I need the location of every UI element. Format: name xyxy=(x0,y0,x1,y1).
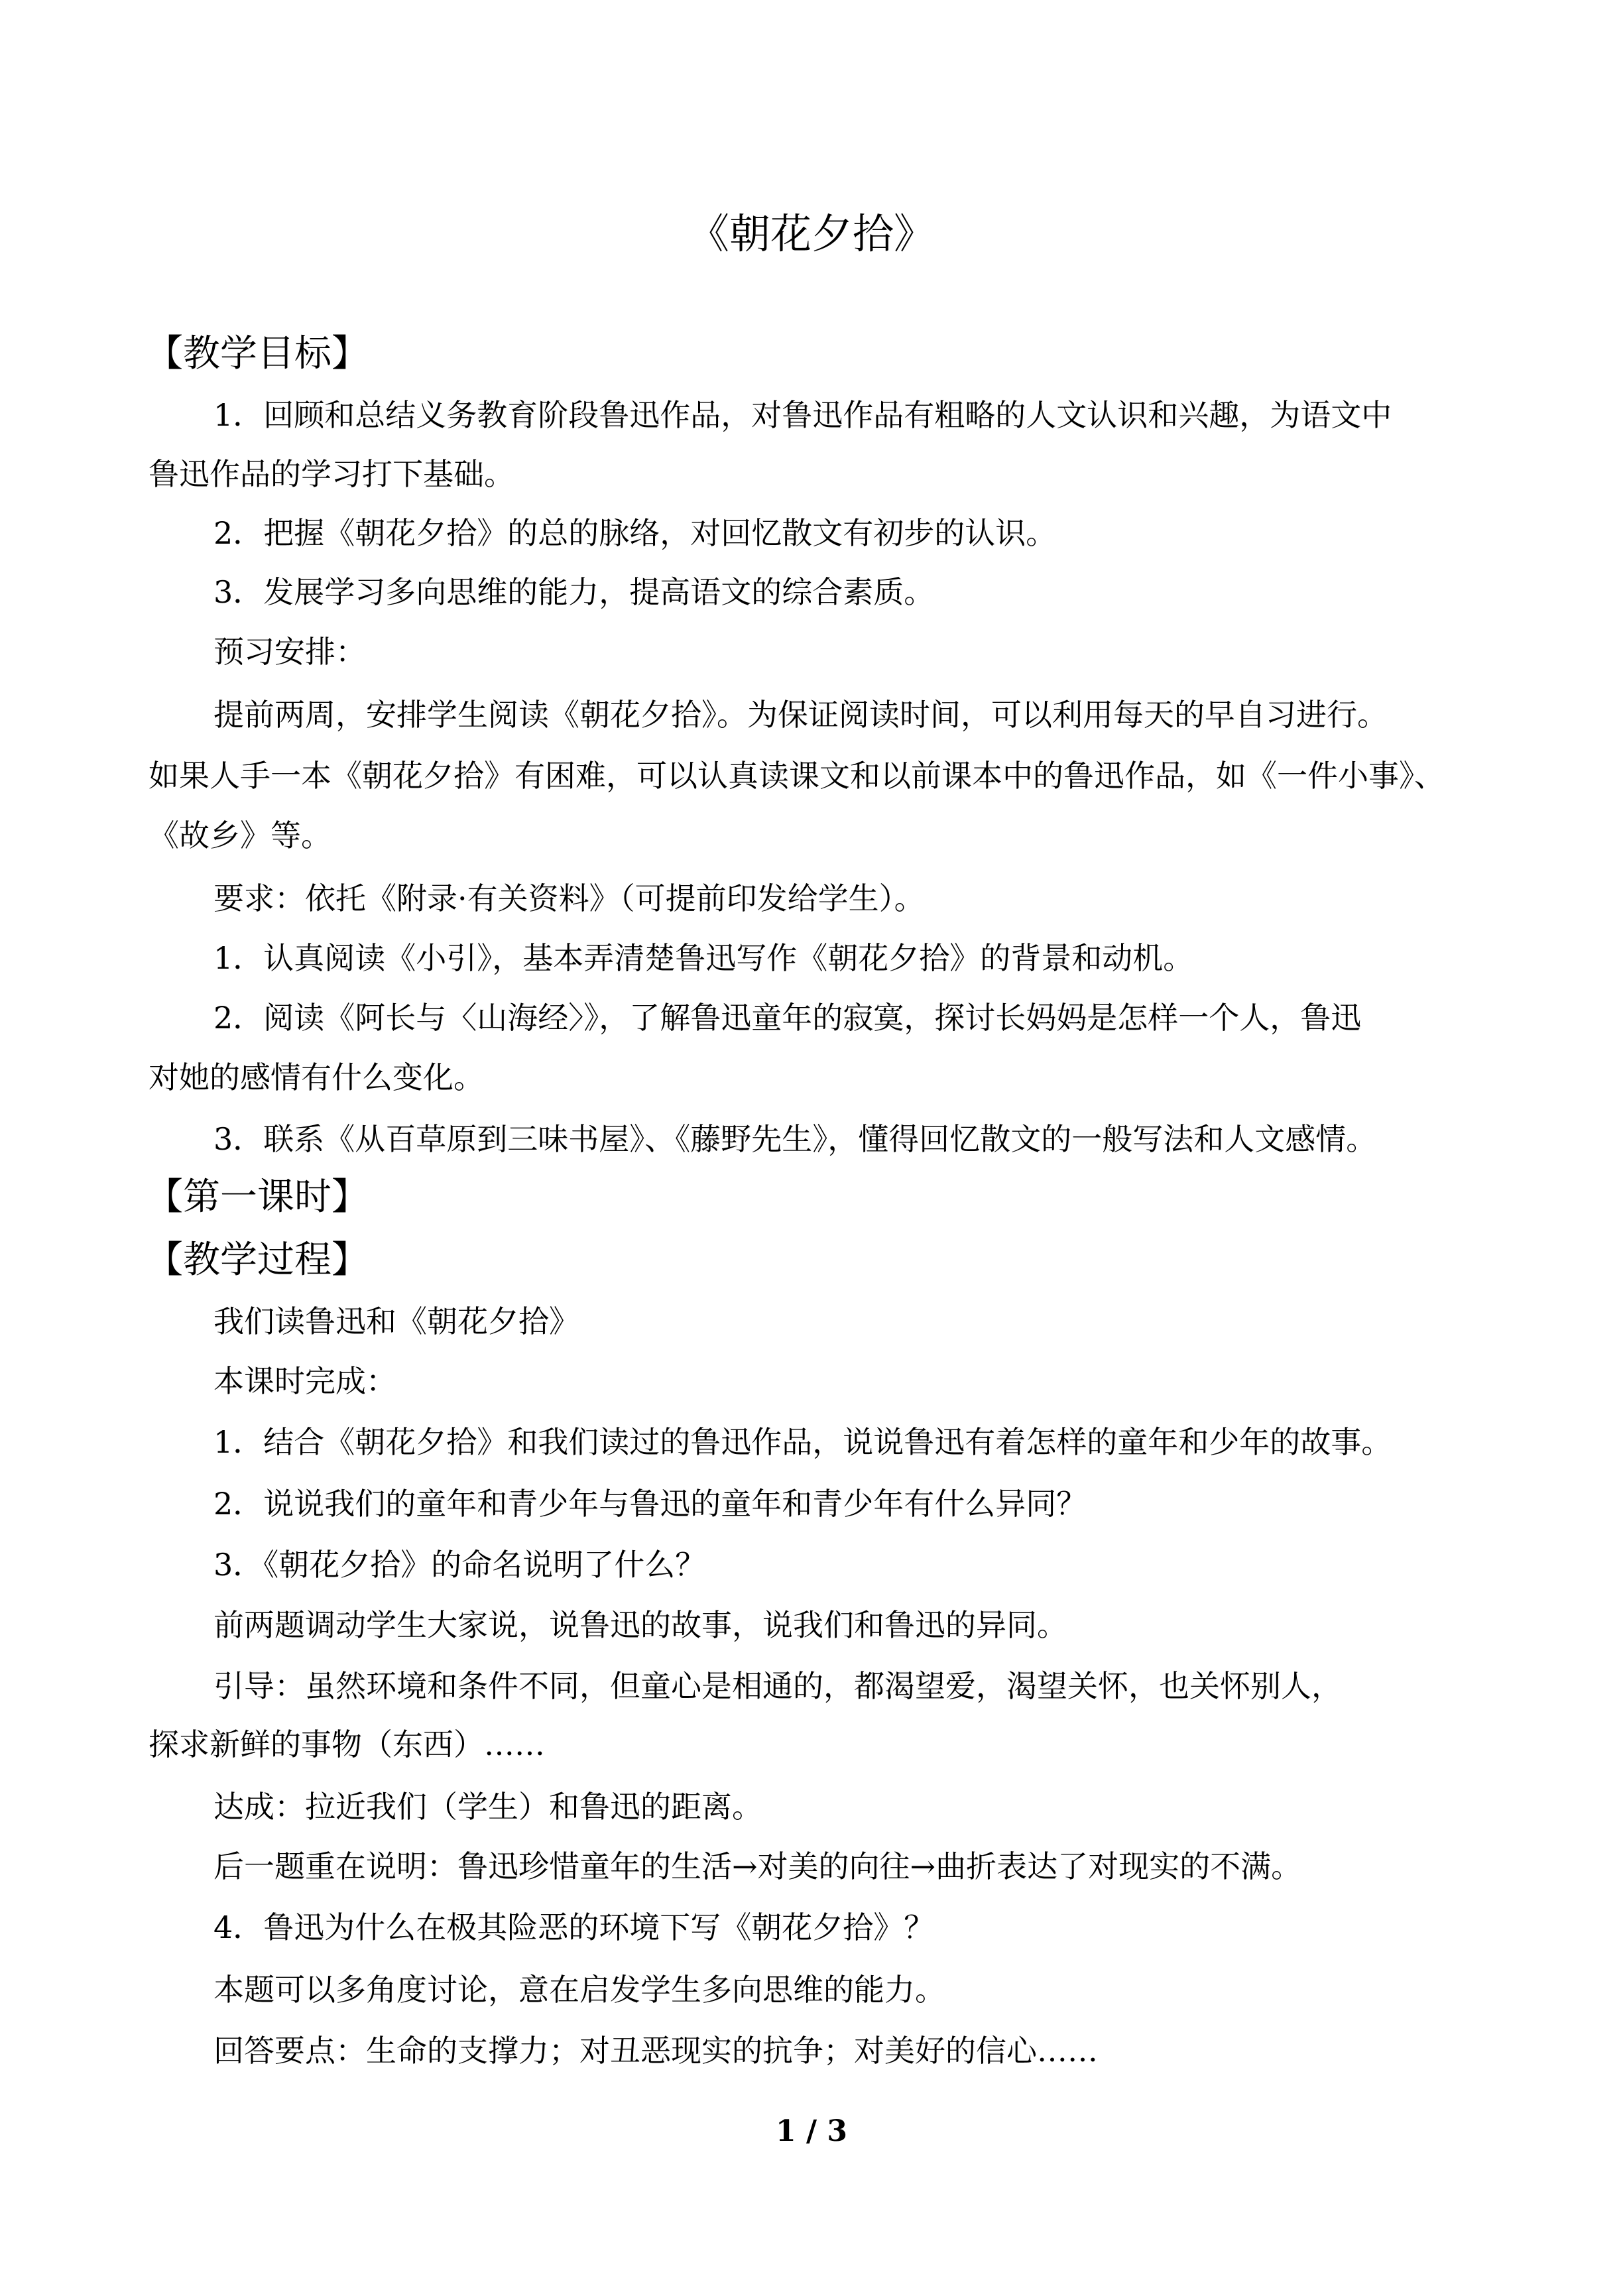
paragraph-line: 如果人手一本《朝花夕拾》有困难，可以认真读课文和以前课本中的鲁迅作品，如《一件小事》、 xyxy=(149,758,1445,794)
paragraph-line: 前两题调动学生大家说，说鲁迅的故事，说我们和鲁迅的异同。 xyxy=(213,1607,1067,1643)
paragraph-line: 1．回顾和总结义务教育阶段鲁迅作品，对鲁迅作品有粗略的人文认识和兴趣，为语文中 xyxy=(213,397,1392,433)
paragraph-line: 我们读鲁迅和《朝花夕拾》 xyxy=(213,1303,579,1339)
paragraph-line: 3．联系《从百草原到三味书屋》、《藤野先生》，懂得回忆散文的一般写法和人文感情。 xyxy=(213,1121,1377,1157)
paragraph-line: 4．鲁迅为什么在极其险恶的环境下写《朝花夕拾》？ xyxy=(213,1909,935,1945)
paragraph-line: 《故乡》等。 xyxy=(149,817,331,853)
paragraph-line: 2．阅读《阿长与〈山海经〉》，了解鲁迅童年的寂寞，探讨长妈妈是怎样一个人，鲁迅 xyxy=(213,1000,1362,1036)
section-heading-objectives: 【教学目标】 xyxy=(146,332,369,375)
page-number: 1 / 3 xyxy=(776,2114,847,2148)
section-heading-process: 【教学过程】 xyxy=(146,1239,369,1282)
paragraph-line: 1．认真阅读《小引》，基本弄清楚鲁迅写作《朝花夕拾》的背景和动机。 xyxy=(213,940,1194,976)
paragraph-line: 回答要点：生命的支撑力；对丑恶现实的抗争；对美好的信心…… xyxy=(213,2033,1098,2069)
paragraph-line: 3．《朝花夕拾》的命名说明了什么？ xyxy=(213,1547,706,1583)
section-heading-first-lesson: 【第一课时】 xyxy=(146,1176,369,1219)
paragraph-line: 2．把握《朝花夕拾》的总的脉络，对回忆散文有初步的认识。 xyxy=(213,515,1057,551)
paragraph-line: 预习安排： xyxy=(213,634,366,670)
paragraph-line: 1．结合《朝花夕拾》和我们读过的鲁迅作品，说说鲁迅有着怎样的童年和少年的故事。 xyxy=(213,1424,1392,1460)
paragraph-line: 达成：拉近我们（学生）和鲁迅的距离。 xyxy=(213,1789,762,1825)
paragraph-line: 鲁迅作品的学习打下基础。 xyxy=(149,456,514,492)
paragraph-line: 提前两周，安排学生阅读《朝花夕拾》。为保证阅读时间，可以利用每天的早自习进行。 xyxy=(213,697,1388,733)
paragraph-line: 本题可以多角度讨论，意在启发学生多向思维的能力。 xyxy=(213,1972,945,2008)
paragraph-line: 对她的感情有什么变化。 xyxy=(149,1059,484,1095)
document-title: 《朝花夕拾》 xyxy=(688,210,935,258)
paragraph-line: 探求新鲜的事物（东西）…… xyxy=(149,1726,545,1762)
paragraph-line: 要求：依托《附录·有关资料》（可提前印发给学生）。 xyxy=(213,880,925,916)
paragraph-line: 本课时完成： xyxy=(213,1363,396,1399)
paragraph-line: 后一题重在说明：鲁迅珍惜童年的生活→对美的向往→曲折表达了对现实的不满。 xyxy=(213,1848,1302,1884)
paragraph-line: 引导：虽然环境和条件不同，但童心是相通的，都渴望爱，渴望关怀，也关怀别人， xyxy=(213,1668,1342,1704)
paragraph-line: 3．发展学习多向思维的能力，提高语文的综合素质。 xyxy=(213,574,935,610)
paragraph-line: 2．说说我们的童年和青少年与鲁迅的童年和青少年有什么异同？ xyxy=(213,1486,1087,1522)
